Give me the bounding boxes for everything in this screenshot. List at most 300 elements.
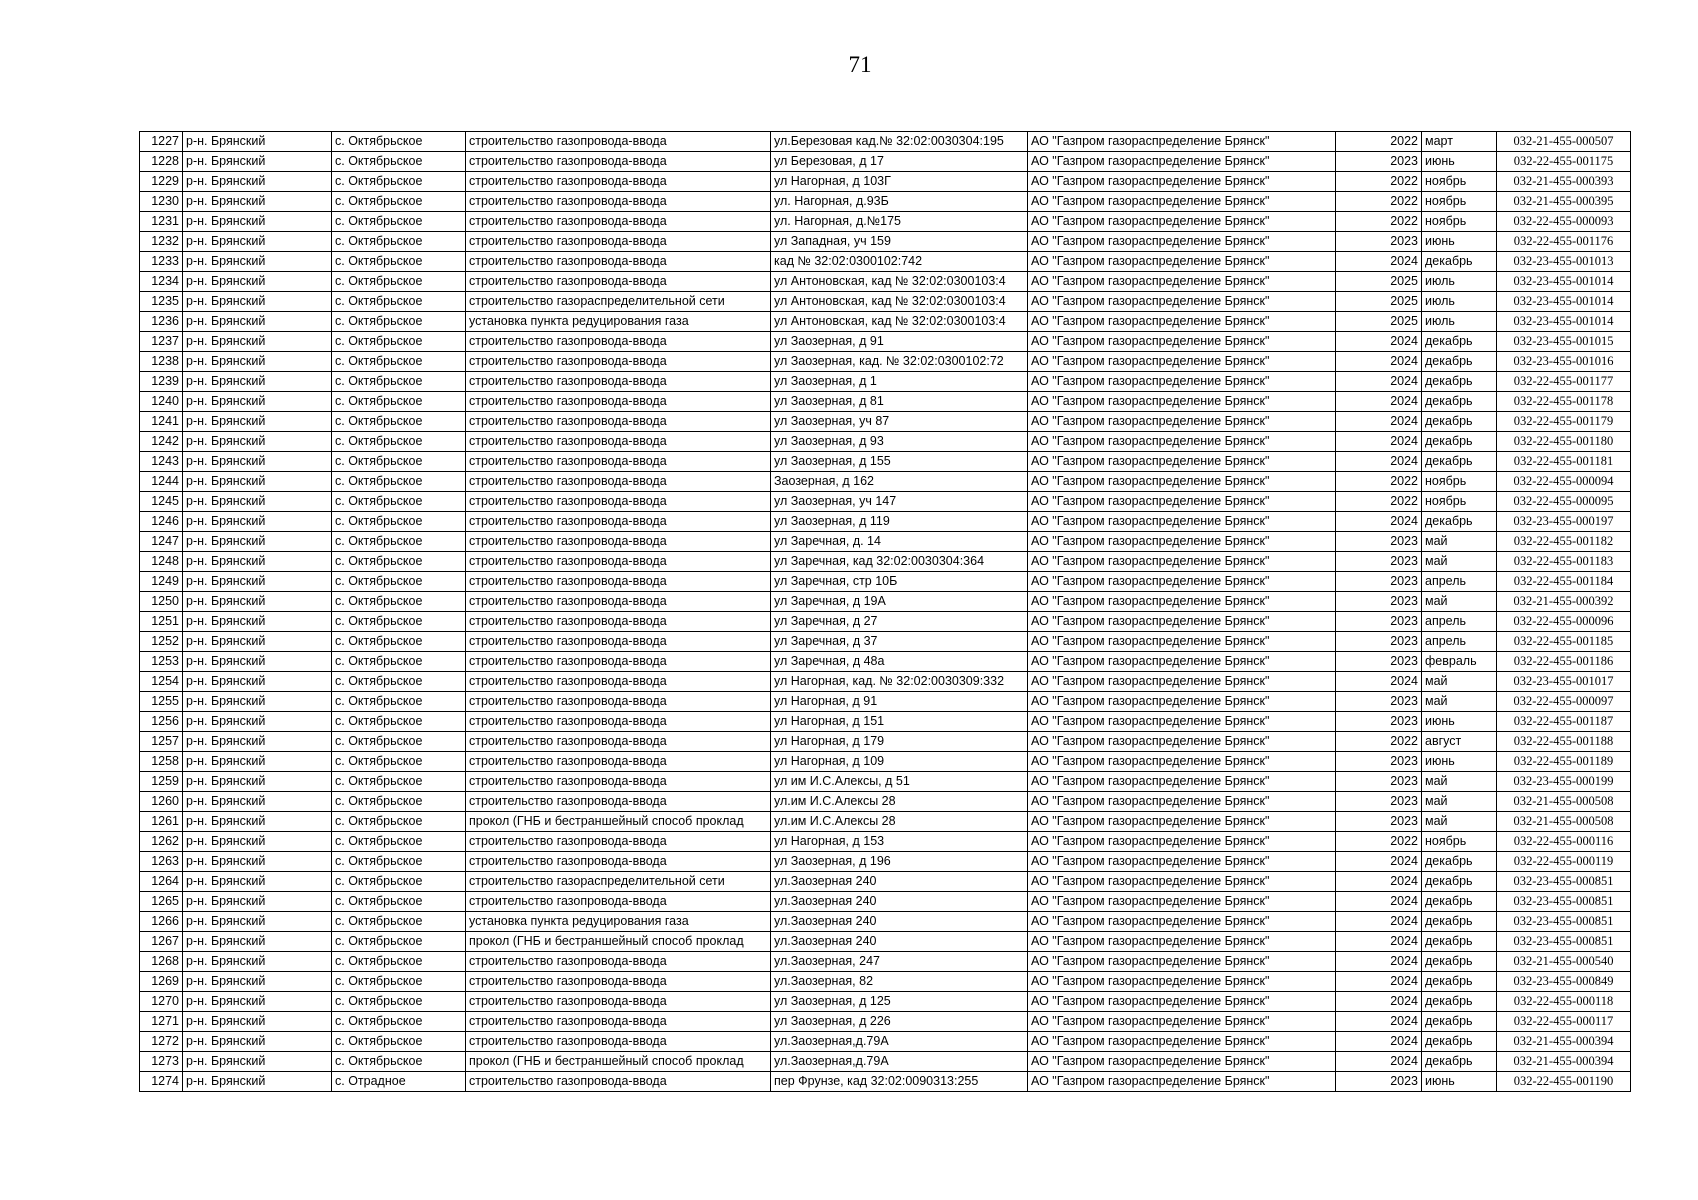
organization-cell: АО "Газпром газораспределение Брянск" [1028, 1032, 1336, 1052]
address-cell: пер Фрунзе, кад 32:02:0090313:255 [771, 1072, 1028, 1092]
table-row [140, 192, 1631, 212]
district-cell: р-н. Брянский [183, 672, 332, 692]
row-number: 1252 [140, 632, 183, 652]
page-number: 71 [848, 52, 872, 77]
settlement-cell: с. Октябрьское [332, 552, 466, 572]
code-cell: 032-22-455-001185 [1497, 632, 1631, 652]
year-cell: 2022 [1336, 192, 1422, 212]
row-number: 1253 [140, 652, 183, 672]
code-cell: 032-22-455-000119 [1497, 852, 1631, 872]
code-cell: 032-22-455-000116 [1497, 832, 1631, 852]
month-cell: апрель [1422, 612, 1497, 632]
settlement-cell: с. Октябрьское [332, 752, 466, 772]
code-cell: 032-22-455-001181 [1497, 452, 1631, 472]
district-cell: р-н. Брянский [183, 212, 332, 232]
table-row [140, 552, 1631, 572]
table-row [140, 752, 1631, 772]
year-cell: 2024 [1336, 872, 1422, 892]
object-cell: строительство газопровода-ввода [466, 252, 771, 272]
district-cell: р-н. Брянский [183, 392, 332, 412]
organization-cell: АО "Газпром газораспределение Брянск" [1028, 472, 1336, 492]
district-cell: р-н. Брянский [183, 832, 332, 852]
address-cell: ул Антоновская, кад № 32:02:0300103:4 [771, 272, 1028, 292]
district-cell: р-н. Брянский [183, 712, 332, 732]
table-row [140, 832, 1631, 852]
organization-cell: АО "Газпром газораспределение Брянск" [1028, 352, 1336, 372]
code-cell: 032-22-455-001187 [1497, 712, 1631, 732]
year-cell: 2024 [1336, 892, 1422, 912]
district-cell: р-н. Брянский [183, 172, 332, 192]
object-cell: строительство газопровода-ввода [466, 592, 771, 612]
district-cell: р-н. Брянский [183, 612, 332, 632]
year-cell: 2024 [1336, 952, 1422, 972]
object-cell: строительство газопровода-ввода [466, 632, 771, 652]
code-cell: 032-22-455-000097 [1497, 692, 1631, 712]
month-cell: декабрь [1422, 852, 1497, 872]
year-cell: 2024 [1336, 932, 1422, 952]
settlement-cell: с. Октябрьское [332, 992, 466, 1012]
object-cell: строительство газопровода-ввода [466, 532, 771, 552]
district-cell: р-н. Брянский [183, 1052, 332, 1072]
address-cell: ул Заречная, д. 14 [771, 532, 1028, 552]
organization-cell: АО "Газпром газораспределение Брянск" [1028, 852, 1336, 872]
year-cell: 2023 [1336, 232, 1422, 252]
address-cell: ул Заозерная, д 93 [771, 432, 1028, 452]
address-cell: ул Заозерная, уч 147 [771, 492, 1028, 512]
year-cell: 2022 [1336, 832, 1422, 852]
month-cell: июль [1422, 292, 1497, 312]
code-cell: 032-22-455-000117 [1497, 1012, 1631, 1032]
table-row [140, 652, 1631, 672]
address-cell: Заозерная, д 162 [771, 472, 1028, 492]
object-cell: строительство газопровода-ввода [466, 892, 771, 912]
settlement-cell: с. Октябрьское [332, 652, 466, 672]
table-row [140, 312, 1631, 332]
settlement-cell: с. Октябрьское [332, 712, 466, 732]
row-number: 1228 [140, 152, 183, 172]
code-cell: 032-23-455-000851 [1497, 872, 1631, 892]
settlement-cell: с. Октябрьское [332, 352, 466, 372]
month-cell: декабрь [1422, 252, 1497, 272]
month-cell: май [1422, 592, 1497, 612]
table-row [140, 492, 1631, 512]
year-cell: 2023 [1336, 572, 1422, 592]
object-cell: строительство газопровода-ввода [466, 692, 771, 712]
address-cell: ул Заречная, д 37 [771, 632, 1028, 652]
table-row [140, 292, 1631, 312]
settlement-cell: с. Октябрьское [332, 972, 466, 992]
row-number: 1250 [140, 592, 183, 612]
year-cell: 2022 [1336, 472, 1422, 492]
address-cell: ул Нагорная, д 91 [771, 692, 1028, 712]
organization-cell: АО "Газпром газораспределение Брянск" [1028, 452, 1336, 472]
row-number: 1272 [140, 1032, 183, 1052]
month-cell: декабрь [1422, 1032, 1497, 1052]
organization-cell: АО "Газпром газораспределение Брянск" [1028, 172, 1336, 192]
district-cell: р-н. Брянский [183, 272, 332, 292]
month-cell: декабрь [1422, 892, 1497, 912]
address-cell: ул Нагорная, д 179 [771, 732, 1028, 752]
code-cell: 032-22-455-000094 [1497, 472, 1631, 492]
district-cell: р-н. Брянский [183, 152, 332, 172]
address-cell: ул Заозерная, д 119 [771, 512, 1028, 532]
object-cell: строительство газопровода-ввода [466, 612, 771, 632]
row-number: 1270 [140, 992, 183, 1012]
code-cell: 032-21-455-000394 [1497, 1052, 1631, 1072]
address-cell: ул.Заозерная 240 [771, 892, 1028, 912]
address-cell: ул Заозерная, д 125 [771, 992, 1028, 1012]
settlement-cell: с. Октябрьское [332, 832, 466, 852]
month-cell: май [1422, 692, 1497, 712]
object-cell: строительство газопровода-ввода [466, 672, 771, 692]
row-number: 1235 [140, 292, 183, 312]
year-cell: 2024 [1336, 412, 1422, 432]
table-row [140, 972, 1631, 992]
settlement-cell: с. Октябрьское [332, 672, 466, 692]
settlement-cell: с. Октябрьское [332, 272, 466, 292]
year-cell: 2022 [1336, 492, 1422, 512]
row-number: 1255 [140, 692, 183, 712]
code-cell: 032-21-455-000508 [1497, 812, 1631, 832]
object-cell: строительство газопровода-ввода [466, 452, 771, 472]
settlement-cell: с. Октябрьское [332, 912, 466, 932]
year-cell: 2025 [1336, 292, 1422, 312]
month-cell: декабрь [1422, 412, 1497, 432]
table-row [140, 792, 1631, 812]
month-cell: ноябрь [1422, 832, 1497, 852]
month-cell: декабрь [1422, 932, 1497, 952]
object-cell: строительство газопровода-ввода [466, 792, 771, 812]
address-cell: ул.Заозерная 240 [771, 912, 1028, 932]
code-cell: 032-23-455-001014 [1497, 272, 1631, 292]
district-cell: р-н. Брянский [183, 632, 332, 652]
year-cell: 2023 [1336, 552, 1422, 572]
object-cell: строительство газопровода-ввода [466, 432, 771, 452]
organization-cell: АО "Газпром газораспределение Брянск" [1028, 912, 1336, 932]
district-cell: р-н. Брянский [183, 972, 332, 992]
year-cell: 2022 [1336, 132, 1422, 152]
month-cell: май [1422, 552, 1497, 572]
address-cell: ул Заозерная, кад. № 32:02:0300102:72 [771, 352, 1028, 372]
year-cell: 2024 [1336, 512, 1422, 532]
address-cell: ул Нагорная, кад. № 32:02:0030309:332 [771, 672, 1028, 692]
row-number: 1269 [140, 972, 183, 992]
code-cell: 032-22-455-001180 [1497, 432, 1631, 452]
district-cell: р-н. Брянский [183, 252, 332, 272]
object-cell: прокол (ГНБ и бестраншейный способ проклад [466, 932, 771, 952]
address-cell: ул.Заозерная, 247 [771, 952, 1028, 972]
row-number: 1271 [140, 1012, 183, 1032]
year-cell: 2023 [1336, 632, 1422, 652]
district-cell: р-н. Брянский [183, 932, 332, 952]
month-cell: май [1422, 672, 1497, 692]
settlement-cell: с. Октябрьское [332, 192, 466, 212]
object-cell: установка пункта редуцирования газа [466, 312, 771, 332]
settlement-cell: с. Октябрьское [332, 612, 466, 632]
row-number: 1248 [140, 552, 183, 572]
code-cell: 032-23-455-001017 [1497, 672, 1631, 692]
address-cell: ул Заозерная, д 226 [771, 1012, 1028, 1032]
year-cell: 2024 [1336, 992, 1422, 1012]
settlement-cell: с. Октябрьское [332, 252, 466, 272]
month-cell: июнь [1422, 712, 1497, 732]
organization-cell: АО "Газпром газораспределение Брянск" [1028, 792, 1336, 812]
organization-cell: АО "Газпром газораспределение Брянск" [1028, 132, 1336, 152]
table-row [140, 952, 1631, 972]
object-cell: строительство газопровода-ввода [466, 412, 771, 432]
address-cell: ул Заречная, д 19А [771, 592, 1028, 612]
row-number: 1274 [140, 1072, 183, 1092]
code-cell: 032-23-455-001013 [1497, 252, 1631, 272]
year-cell: 2023 [1336, 532, 1422, 552]
object-cell: строительство газопровода-ввода [466, 152, 771, 172]
district-cell: р-н. Брянский [183, 592, 332, 612]
year-cell: 2023 [1336, 792, 1422, 812]
address-cell: ул.Заозерная,д.79А [771, 1052, 1028, 1072]
object-cell: строительство газопровода-ввода [466, 652, 771, 672]
year-cell: 2024 [1336, 252, 1422, 272]
year-cell: 2024 [1336, 392, 1422, 412]
row-number: 1266 [140, 912, 183, 932]
month-cell: август [1422, 732, 1497, 752]
year-cell: 2024 [1336, 452, 1422, 472]
row-number: 1232 [140, 232, 183, 252]
code-cell: 032-23-455-000197 [1497, 512, 1631, 532]
settlement-cell: с. Октябрьское [332, 212, 466, 232]
address-cell: ул Заозерная, уч 87 [771, 412, 1028, 432]
year-cell: 2024 [1336, 432, 1422, 452]
table-row [140, 872, 1631, 892]
table-row [140, 1012, 1631, 1032]
year-cell: 2024 [1336, 1012, 1422, 1032]
settlement-cell: с. Октябрьское [332, 812, 466, 832]
district-cell: р-н. Брянский [183, 892, 332, 912]
year-cell: 2024 [1336, 1032, 1422, 1052]
organization-cell: АО "Газпром газораспределение Брянск" [1028, 832, 1336, 852]
month-cell: декабрь [1422, 952, 1497, 972]
district-cell: р-н. Брянский [183, 952, 332, 972]
address-cell: ул Заречная, кад 32:02:0030304:364 [771, 552, 1028, 572]
settlement-cell: с. Октябрьское [332, 1012, 466, 1032]
month-cell: ноябрь [1422, 472, 1497, 492]
year-cell: 2024 [1336, 352, 1422, 372]
month-cell: декабрь [1422, 352, 1497, 372]
object-cell: строительство газопровода-ввода [466, 472, 771, 492]
organization-cell: АО "Газпром газораспределение Брянск" [1028, 932, 1336, 952]
district-cell: р-н. Брянский [183, 1072, 332, 1092]
settlement-cell: с. Октябрьское [332, 372, 466, 392]
address-cell: ул.Березовая кад.№ 32:02:0030304:195 [771, 132, 1028, 152]
address-cell: ул Заречная, д 48а [771, 652, 1028, 672]
table-row [140, 232, 1631, 252]
table-row [140, 392, 1631, 412]
row-number: 1246 [140, 512, 183, 532]
month-cell: декабрь [1422, 372, 1497, 392]
settlement-cell: с. Октябрьское [332, 892, 466, 912]
address-cell: ул Антоновская, кад № 32:02:0300103:4 [771, 292, 1028, 312]
address-cell: кад № 32:02:0300102:742 [771, 252, 1028, 272]
month-cell: ноябрь [1422, 172, 1497, 192]
row-number: 1267 [140, 932, 183, 952]
row-number: 1268 [140, 952, 183, 972]
object-cell: строительство газопровода-ввода [466, 352, 771, 372]
address-cell: ул Западная, уч 159 [771, 232, 1028, 252]
year-cell: 2022 [1336, 732, 1422, 752]
district-cell: р-н. Брянский [183, 312, 332, 332]
settlement-cell: с. Октябрьское [332, 412, 466, 432]
district-cell: р-н. Брянский [183, 992, 332, 1012]
settlement-cell: с. Октябрьское [332, 592, 466, 612]
month-cell: май [1422, 792, 1497, 812]
table-row [140, 632, 1631, 652]
object-cell: строительство газопровода-ввода [466, 1032, 771, 1052]
object-cell: строительство газопровода-ввода [466, 172, 771, 192]
year-cell: 2023 [1336, 1072, 1422, 1092]
object-cell: строительство газопровода-ввода [466, 212, 771, 232]
organization-cell: АО "Газпром газораспределение Брянск" [1028, 332, 1336, 352]
code-cell: 032-23-455-000851 [1497, 892, 1631, 912]
code-cell: 032-21-455-000507 [1497, 132, 1631, 152]
organization-cell: АО "Газпром газораспределение Брянск" [1028, 432, 1336, 452]
organization-cell: АО "Газпром газораспределение Брянск" [1028, 412, 1336, 432]
table-row [140, 712, 1631, 732]
settlement-cell: с. Октябрьское [332, 732, 466, 752]
table-row [140, 932, 1631, 952]
address-cell: ул Заозерная, д 1 [771, 372, 1028, 392]
organization-cell: АО "Газпром газораспределение Брянск" [1028, 232, 1336, 252]
table-row [140, 812, 1631, 832]
organization-cell: АО "Газпром газораспределение Брянск" [1028, 212, 1336, 232]
month-cell: июнь [1422, 752, 1497, 772]
address-cell: ул им И.С.Алексы, д 51 [771, 772, 1028, 792]
code-cell: 032-22-455-001177 [1497, 372, 1631, 392]
table-row [140, 772, 1631, 792]
table-row [140, 332, 1631, 352]
object-cell: строительство газопровода-ввода [466, 572, 771, 592]
row-number: 1260 [140, 792, 183, 812]
address-cell: ул Березовая, д 17 [771, 152, 1028, 172]
row-number: 1239 [140, 372, 183, 392]
address-cell: ул. Нагорная, д.№175 [771, 212, 1028, 232]
object-cell: строительство газопровода-ввода [466, 232, 771, 252]
year-cell: 2023 [1336, 652, 1422, 672]
settlement-cell: с. Октябрьское [332, 492, 466, 512]
table-row [140, 592, 1631, 612]
month-cell: декабрь [1422, 452, 1497, 472]
address-cell: ул Нагорная, д 109 [771, 752, 1028, 772]
table-row [140, 412, 1631, 432]
settlement-cell: с. Октябрьское [332, 1032, 466, 1052]
organization-cell: АО "Газпром газораспределение Брянск" [1028, 312, 1336, 332]
month-cell: декабрь [1422, 872, 1497, 892]
object-cell: установка пункта редуцирования газа [466, 912, 771, 932]
settlement-cell: с. Октябрьское [332, 532, 466, 552]
object-cell: строительство газопровода-ввода [466, 1072, 771, 1092]
object-cell: строительство газопровода-ввода [466, 332, 771, 352]
table-row [140, 612, 1631, 632]
district-cell: р-н. Брянский [183, 452, 332, 472]
table-row [140, 152, 1631, 172]
settlement-cell: с. Октябрьское [332, 292, 466, 312]
district-cell: р-н. Брянский [183, 812, 332, 832]
year-cell: 2024 [1336, 972, 1422, 992]
address-cell: ул.Заозерная 240 [771, 932, 1028, 952]
object-cell: прокол (ГНБ и бестраншейный способ проклад [466, 812, 771, 832]
district-cell: р-н. Брянский [183, 412, 332, 432]
object-cell: строительство газопровода-ввода [466, 372, 771, 392]
row-number: 1244 [140, 472, 183, 492]
code-cell: 032-22-455-001190 [1497, 1072, 1631, 1092]
code-cell: 032-22-455-001188 [1497, 732, 1631, 752]
table-row [140, 172, 1631, 192]
settlement-cell: с. Октябрьское [332, 1052, 466, 1072]
code-cell: 032-22-455-001186 [1497, 652, 1631, 672]
object-cell: строительство газопровода-ввода [466, 952, 771, 972]
settlement-cell: с. Октябрьское [332, 132, 466, 152]
organization-cell: АО "Газпром газораспределение Брянск" [1028, 532, 1336, 552]
code-cell: 032-23-455-001014 [1497, 292, 1631, 312]
row-number: 1256 [140, 712, 183, 732]
district-cell: р-н. Брянский [183, 492, 332, 512]
district-cell: р-н. Брянский [183, 432, 332, 452]
code-cell: 032-22-455-001176 [1497, 232, 1631, 252]
address-cell: ул.Заозерная 240 [771, 872, 1028, 892]
object-cell: строительство газопровода-ввода [466, 552, 771, 572]
district-cell: р-н. Брянский [183, 132, 332, 152]
settlement-cell: с. Октябрьское [332, 852, 466, 872]
registry-rows [140, 132, 1631, 1092]
district-cell: р-н. Брянский [183, 852, 332, 872]
code-cell: 032-23-455-000849 [1497, 972, 1631, 992]
district-cell: р-н. Брянский [183, 472, 332, 492]
year-cell: 2023 [1336, 752, 1422, 772]
organization-cell: АО "Газпром газораспределение Брянск" [1028, 692, 1336, 712]
row-number: 1273 [140, 1052, 183, 1072]
address-cell: ул Заозерная, д 155 [771, 452, 1028, 472]
district-cell: р-н. Брянский [183, 372, 332, 392]
district-cell: р-н. Брянский [183, 732, 332, 752]
row-number: 1254 [140, 672, 183, 692]
table-row [140, 1052, 1631, 1072]
object-cell: прокол (ГНБ и бестраншейный способ проклад [466, 1052, 771, 1072]
row-number: 1241 [140, 412, 183, 432]
settlement-cell: с. Октябрьское [332, 332, 466, 352]
district-cell: р-н. Брянский [183, 772, 332, 792]
month-cell: декабрь [1422, 432, 1497, 452]
object-cell: строительство газопровода-ввода [466, 732, 771, 752]
organization-cell: АО "Газпром газораспределение Брянск" [1028, 592, 1336, 612]
settlement-cell: с. Октябрьское [332, 432, 466, 452]
settlement-cell: с. Октябрьское [332, 692, 466, 712]
table-row [140, 992, 1631, 1012]
object-cell: строительство газопровода-ввода [466, 392, 771, 412]
code-cell: 032-22-455-001175 [1497, 152, 1631, 172]
table-row [140, 452, 1631, 472]
row-number: 1236 [140, 312, 183, 332]
month-cell: декабрь [1422, 1012, 1497, 1032]
address-cell: ул Антоновская, кад № 32:02:0300103:4 [771, 312, 1028, 332]
organization-cell: АО "Газпром газораспределение Брянск" [1028, 1072, 1336, 1092]
code-cell: 032-23-455-001014 [1497, 312, 1631, 332]
organization-cell: АО "Газпром газораспределение Брянск" [1028, 512, 1336, 532]
settlement-cell: с. Октябрьское [332, 172, 466, 192]
year-cell: 2024 [1336, 332, 1422, 352]
organization-cell: АО "Газпром газораспределение Брянск" [1028, 1052, 1336, 1072]
row-number: 1259 [140, 772, 183, 792]
row-number: 1262 [140, 832, 183, 852]
code-cell: 032-23-455-000851 [1497, 912, 1631, 932]
district-cell: р-н. Брянский [183, 232, 332, 252]
